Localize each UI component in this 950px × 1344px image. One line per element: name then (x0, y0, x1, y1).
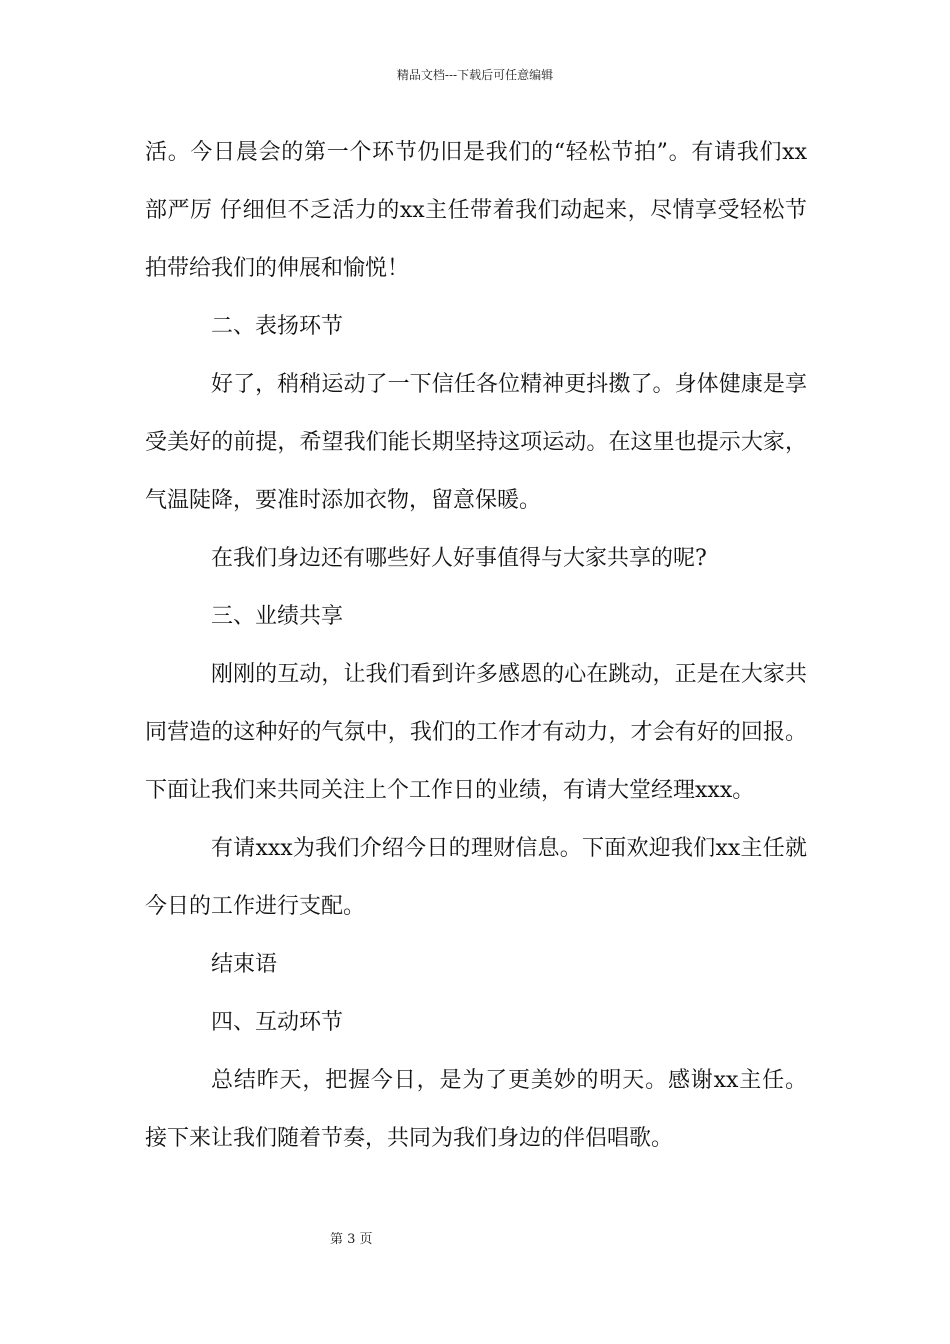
paragraph-finance-info: 有请xxx为我们介绍今日的理财信息。下面欢迎我们xx主任就今日的工作进行支配。 (145, 836, 807, 919)
page-number: 第 3 页 (330, 1232, 373, 1247)
section-heading-interactive: 四、互动环节 (211, 1010, 344, 1035)
paragraph-summary: 总结昨天，把握今日，是为了更美妙的明天。感谢xx主任。接下来让我们随着节奏，共同为我们身边的伴侣唱歌。 (145, 1068, 807, 1151)
section-heading-praise: 二、表扬环节 (211, 314, 344, 339)
section-heading-closing: 结束语 (211, 952, 278, 977)
section-heading-performance: 三、业绩共享 (211, 604, 344, 629)
document-body (145, 124, 807, 1168)
paragraph-interaction: 刚刚的互动，让我们看到许多感恩的心在跳动，正是在大家共同营造的这种好的气氛中，我们的工作才有动力，才会有好的回报。下面让我们来共同关注上个工作日的业绩，有请大堂经理xxx。 (145, 662, 807, 803)
paragraph-health: 好了，稍稍运动了一下信任各位精神更抖擞了。身体健康是享受美好的前提，希望我们能长期坚持这项运动。在这里也提示大家，气温陡降，要准时添加衣物，留意保暖。 (145, 372, 807, 513)
paragraph-good-deeds: 在我们身边还有哪些好人好事值得与大家共享的呢? (211, 546, 707, 571)
page-header: 精品文档---下载后可任意编辑 (396, 68, 554, 82)
paragraph-continuation: 活。今日晨会的第一个环节仍旧是我们的“轻松节拍”。有请我们xx部严厉 仔细但不乏活力的xx主任带着我们动起来，尽情享受轻松节拍带给我们的伸展和愉悦！ (145, 140, 807, 281)
